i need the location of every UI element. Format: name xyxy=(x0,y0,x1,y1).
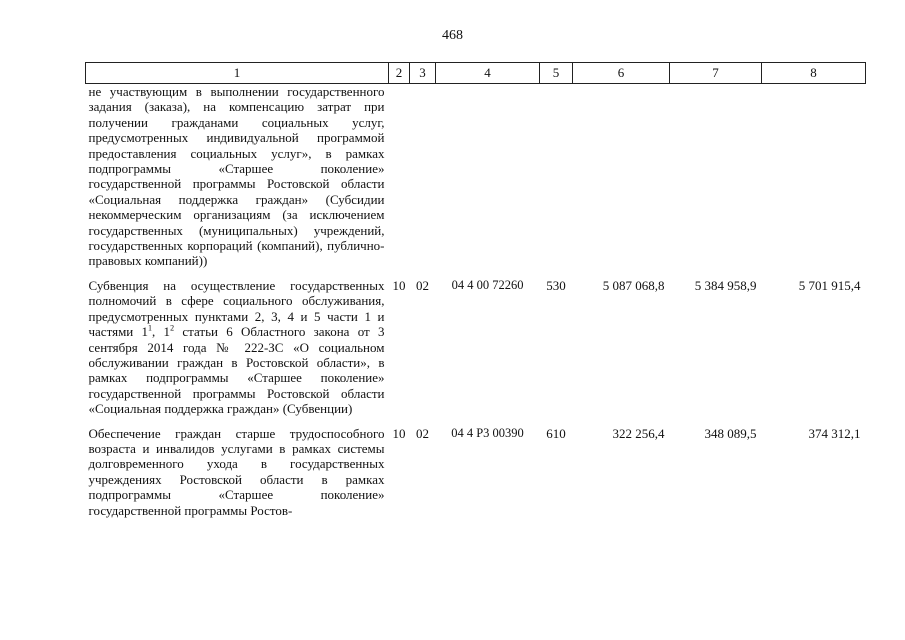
row-vr xyxy=(540,84,573,269)
header-col-6: 6 xyxy=(573,63,670,84)
row-description xyxy=(86,278,389,417)
row-spacer xyxy=(86,269,866,278)
row-year-3 xyxy=(762,84,866,269)
row-vr: 530 xyxy=(546,277,566,293)
row-spacer xyxy=(86,417,866,426)
header-row xyxy=(86,63,866,84)
table-row xyxy=(86,426,866,518)
row-description-part-2: , 1 xyxy=(152,324,171,340)
row-rz: 10 xyxy=(392,277,406,293)
row-pr: 02 xyxy=(416,277,429,293)
row-rz xyxy=(389,84,410,269)
header-col-2: 2 xyxy=(389,63,410,84)
row-year-2: 348 089,5 xyxy=(704,425,757,441)
page-number: 468 xyxy=(442,28,463,43)
header-col-3: 3 xyxy=(410,63,436,84)
budget-table xyxy=(85,62,866,518)
row-description: не участвующим в выполнении государственного задания (заказа), на компенсацию затрат при получении гражданами социальных услуг, предусмотренных индивидуальной программой предоставления социальных услуг», в рамках подпрограммы «Старшее поколение» государственной программы Ростовской области «Социальная поддержка граждан» (Субсидии некоммерческим организациям (за исключением государственных (муниципальных) учреждений, государственных корпораций (компаний), публично-правовых компаний)) xyxy=(88,84,385,269)
row-pr xyxy=(410,84,436,269)
table-row xyxy=(86,84,866,269)
row-csr: 04 4 00 72260 xyxy=(451,277,524,292)
row-year-2: 5 384 958,9 xyxy=(694,277,757,293)
row-year-3: 374 312,1 xyxy=(808,425,861,441)
row-description-part-1: Субвенция на осуществление государственных полномочий в сфере социального обслуживания, предусмотренных пунктами 2, 3, 4 и 5 части 1 и частями 1 xyxy=(88,277,385,340)
header-col-8: 8 xyxy=(762,63,866,84)
header-col-4: 4 xyxy=(436,63,540,84)
row-pr: 02 xyxy=(416,425,429,441)
row-rz: 10 xyxy=(392,425,406,441)
superscript-1: 1 xyxy=(148,323,153,333)
row-year-1 xyxy=(573,84,670,269)
row-year-3: 5 701 915,4 xyxy=(798,277,861,293)
header-col-1: 1 xyxy=(86,63,389,84)
row-year-1: 322 256,4 xyxy=(612,425,665,441)
row-year-1: 5 087 068,8 xyxy=(602,277,665,293)
header-col-5: 5 xyxy=(540,63,573,84)
row-csr: 04 4 P3 00390 xyxy=(451,425,524,440)
row-year-2 xyxy=(670,84,762,269)
superscript-2: 2 xyxy=(170,323,175,333)
row-description: Обеспечение граждан старше трудоспособного возраста и инвалидов услугами в рамках системы долговременного ухода в государственных учреждениях Ростовской области в рамках подпрограммы «Старшее поколение» государственной программы Ростов- xyxy=(88,425,385,518)
row-vr: 610 xyxy=(546,425,566,441)
row-csr xyxy=(436,84,540,269)
row-description-part-3: статьи 6 Областного закона от 3 сентября 2014 года № 222-ЗС «О социальном обслуживании граждан в Ростовской области», в рамках подпрограммы «Старшее поколение» государственной программы Ростовской области «Социальная поддержка граждан» (Субвенции) xyxy=(88,324,385,417)
table-row xyxy=(86,278,866,417)
header-col-7: 7 xyxy=(670,63,762,84)
